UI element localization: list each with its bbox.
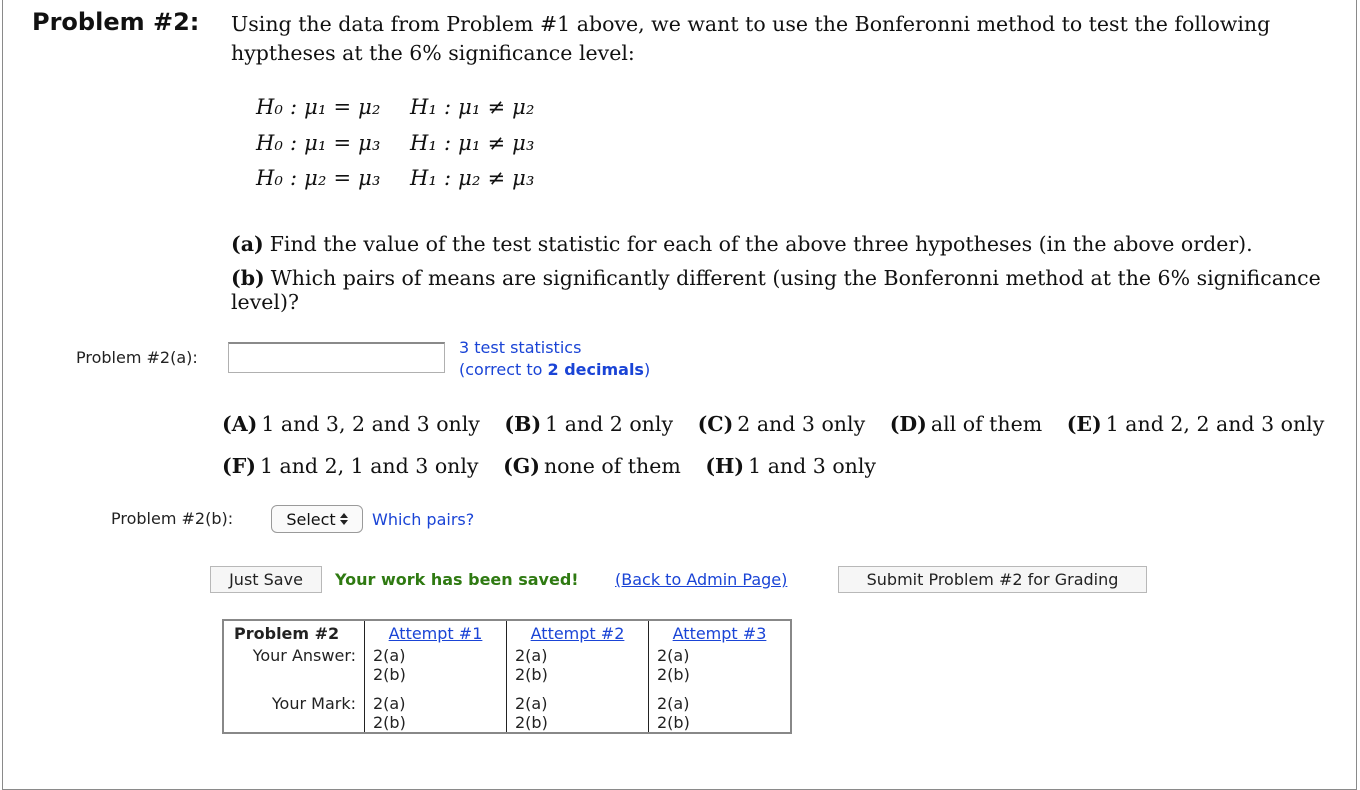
answer-b-label: Problem #2(b):	[111, 509, 234, 528]
your-answer-label: Your Answer:	[252, 646, 356, 665]
answer-a-hint-line2	[459, 359, 650, 381]
select-arrows-icon	[340, 513, 348, 525]
attempt-2-answer	[507, 646, 649, 684]
answer-part-b: 2(b)	[373, 665, 406, 684]
question-a-text: Find the value of the test statistic for each of the above three hypotheses (in the above order).	[269, 232, 1253, 256]
attempt-2-link[interactable]: Attempt #2	[530, 624, 625, 643]
question-b	[231, 266, 1360, 314]
attempt-1-mark	[365, 684, 507, 733]
answer-part-b: 2(b)	[515, 665, 548, 684]
option-key: (G)	[503, 454, 540, 478]
option-f	[222, 454, 479, 478]
mark-part-b: 2(b)	[657, 713, 690, 732]
answer-a-label: Problem #2(a):	[76, 348, 198, 367]
answer-b-hint: Which pairs?	[372, 510, 475, 529]
question-b-letter: (b)	[231, 266, 265, 290]
answer-b-select[interactable]	[271, 505, 363, 533]
problem-intro: Using the data from Problem #1 above, we want to use the Bonferonni method to test the following hyptheses at the 6% significance level:	[231, 12, 1271, 65]
hint-pre: (correct to	[459, 360, 548, 379]
attempts-header-row	[223, 620, 791, 646]
option-text: 1 and 3 only	[748, 454, 877, 478]
option-key: (F)	[222, 454, 256, 478]
answer-part-a: 2(a)	[373, 646, 406, 665]
answer-a-hint-line1: 3 test statistics	[459, 338, 582, 357]
attempts-header-3	[649, 620, 792, 646]
attempts-mark-row	[223, 684, 791, 733]
attempt-2-mark	[507, 684, 649, 733]
option-h	[705, 454, 876, 478]
hypothesis-h1-1: H₁ : μ₁ ≠ μ₂	[410, 95, 535, 119]
mark-part-a: 2(a)	[373, 694, 406, 713]
saved-message: Your work has been saved!	[335, 570, 579, 589]
option-b	[504, 412, 673, 436]
option-text: all of them	[930, 412, 1043, 436]
option-text: 2 and 3 only	[737, 412, 866, 436]
option-text: 1 and 2 only	[545, 412, 674, 436]
hint-post: )	[643, 360, 651, 379]
option-text: 1 and 2, 1 and 3 only	[259, 454, 479, 478]
answer-part-b: 2(b)	[657, 665, 690, 684]
attempt-3-answer	[649, 646, 792, 684]
options-row-2	[222, 454, 894, 478]
attempts-header-problem: Problem #2	[234, 624, 340, 643]
attempt-1-link[interactable]: Attempt #1	[388, 624, 483, 643]
just-save-button[interactable]: Just Save	[210, 566, 322, 593]
question-a-letter: (a)	[231, 232, 264, 256]
hypothesis-h1-3: H₁ : μ₂ ≠ μ₃	[410, 166, 535, 190]
option-key: (E)	[1066, 412, 1102, 436]
attempt-3-link[interactable]: Attempt #3	[672, 624, 767, 643]
attempts-header-1	[365, 620, 507, 646]
mark-part-a: 2(a)	[515, 694, 548, 713]
answer-part-a: 2(a)	[657, 646, 690, 665]
option-key: (A)	[222, 412, 258, 436]
option-text: 1 and 2, 2 and 3 only	[1105, 412, 1325, 436]
option-c	[698, 412, 866, 436]
answer-a-input[interactable]	[228, 342, 445, 373]
option-key: (D)	[889, 412, 927, 436]
back-to-admin-link[interactable]: (Back to Admin Page)	[615, 570, 788, 589]
option-key: (H)	[705, 454, 745, 478]
option-text: none of them	[543, 454, 681, 478]
option-d	[890, 412, 1043, 436]
mark-part-b: 2(b)	[373, 713, 406, 732]
attempt-1-answer	[365, 646, 507, 684]
question-b-text: Which pairs of means are significantly different (using the Bonferonni method at the 6% significance level)?	[231, 266, 1321, 314]
your-mark-label: Your Mark:	[271, 694, 356, 713]
hypothesis-h0-2: H₀ : μ₁ = μ₃	[256, 131, 381, 155]
problem-title: Problem #2:	[32, 8, 200, 36]
option-a	[222, 412, 480, 436]
attempt-3-mark	[649, 684, 792, 733]
options-row-1	[222, 412, 1342, 436]
mark-part-a: 2(a)	[657, 694, 690, 713]
select-label: Select	[286, 509, 336, 529]
answer-a-hint	[459, 337, 650, 381]
option-e	[1067, 412, 1325, 436]
submit-for-grading-button[interactable]: Submit Problem #2 for Grading	[838, 566, 1147, 593]
attempts-header-2	[507, 620, 649, 646]
hypothesis-h1-2: H₁ : μ₁ ≠ μ₃	[410, 131, 535, 155]
hypothesis-h0-3: H₀ : μ₂ = μ₃	[256, 166, 381, 190]
hypothesis-h0-1: H₀ : μ₁ = μ₂	[256, 95, 381, 119]
question-a	[231, 232, 1253, 256]
option-key: (C)	[697, 412, 734, 436]
option-text: 1 and 3, 2 and 3 only	[261, 412, 480, 436]
option-g	[503, 454, 681, 478]
option-key: (B)	[504, 412, 542, 436]
attempts-answer-row	[223, 646, 791, 684]
mark-part-b: 2(b)	[515, 713, 548, 732]
attempts-table	[222, 619, 792, 734]
answer-part-a: 2(a)	[515, 646, 548, 665]
hint-bold: 2 decimals	[547, 360, 644, 379]
